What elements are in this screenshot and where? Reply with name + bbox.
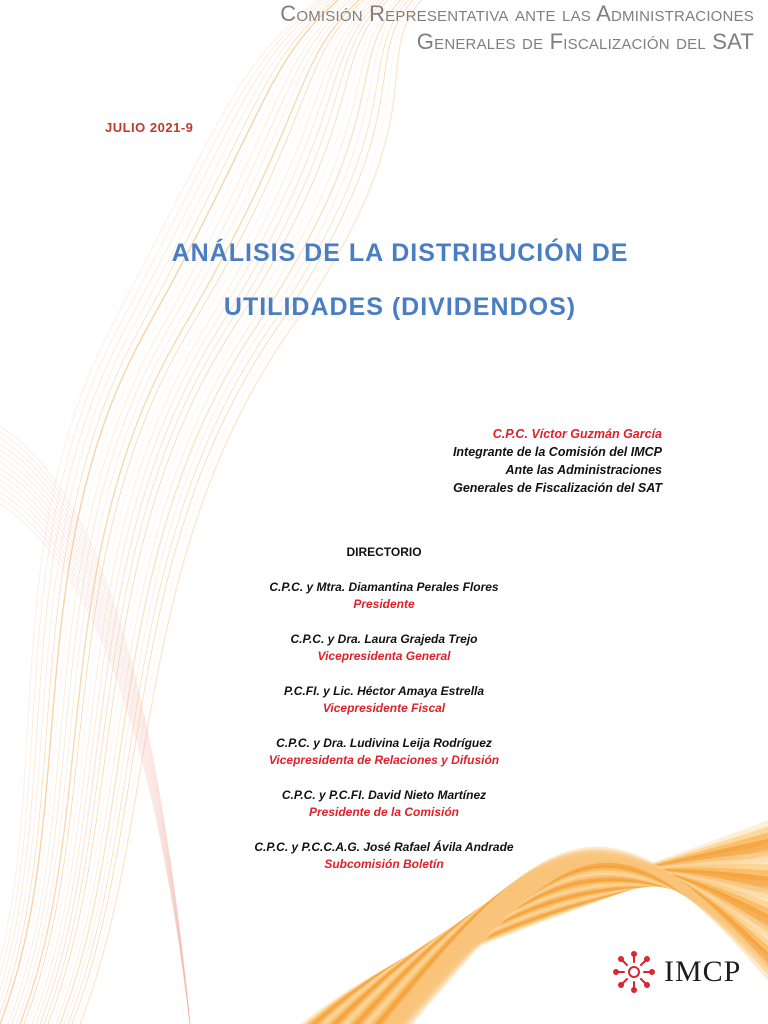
directory-member xyxy=(184,683,584,717)
title-line-1: ANÁLISIS DE LA DISTRIBUCIÓN DE xyxy=(171,239,629,267)
directory-member xyxy=(184,579,584,613)
swirl-line xyxy=(0,438,190,1024)
author-affiliation-3: Generales de Fiscalización del SAT xyxy=(453,481,662,495)
header-line-1: Comisión Representativa ante las Administraciones xyxy=(280,1,754,26)
title-line-2: UTILIDADES (DIVIDENDOS) xyxy=(223,293,577,321)
member-name: C.P.C. y Dra. Ludivina Leija Rodríguez xyxy=(276,736,492,750)
header-line-2: Generales de Fiscalización del SAT xyxy=(416,29,754,54)
member-role: Subcomisión Boletín xyxy=(324,857,444,871)
member-name: P.C.FI. y Lic. Héctor Amaya Estrella xyxy=(283,684,485,698)
member-name: C.P.C. y Mtra. Diamantina Perales Flores xyxy=(269,580,499,594)
swirl-line xyxy=(0,462,190,1024)
swirl-line xyxy=(0,468,190,1024)
issue-date: JULIO 2021-9 xyxy=(105,120,194,135)
author-block xyxy=(453,425,662,497)
directory-section xyxy=(184,544,584,891)
member-role: Vicepresidente Fiscal xyxy=(322,701,446,715)
directory-member xyxy=(184,787,584,821)
member-role: Vicepresidenta General xyxy=(317,649,451,663)
document-title xyxy=(0,226,768,334)
member-role: Presidente de la Comisión xyxy=(308,805,460,819)
member-role: Presidente xyxy=(353,597,415,611)
member-name: C.P.C. y Dra. Laura Grajeda Trejo xyxy=(290,632,478,646)
commission-header xyxy=(280,0,754,56)
member-role: Vicepresidenta de Relaciones y Difusión xyxy=(268,753,500,767)
member-name: C.P.C. y P.C.FI. David Nieto Martínez xyxy=(281,788,487,802)
member-name: C.P.C. y P.C.C.A.G. José Rafael Ávila Andrade xyxy=(254,840,514,854)
author-affiliation-2: Ante las Administraciones xyxy=(505,463,662,477)
author-name: C.P.C. Víctor Guzmán García xyxy=(492,427,662,441)
author-affiliation-1: Integrante de la Comisión del IMCP xyxy=(452,445,662,459)
directory-member xyxy=(184,839,584,873)
imcp-logo xyxy=(612,950,741,994)
directory-heading: DIRECTORIO xyxy=(346,545,422,559)
logo-text: IMCP xyxy=(664,955,742,988)
directory-member xyxy=(184,631,584,665)
directory-member xyxy=(184,735,584,769)
imcp-logo-icon xyxy=(612,950,656,994)
